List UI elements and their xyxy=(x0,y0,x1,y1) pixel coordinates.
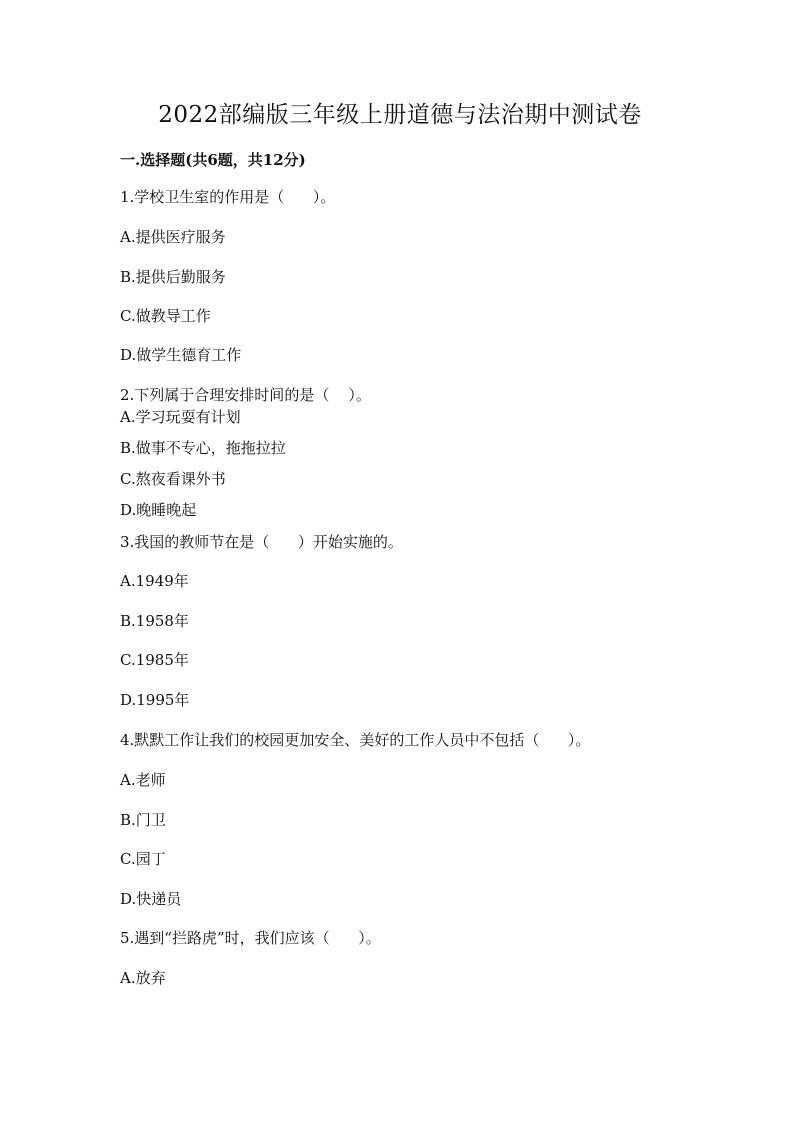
question-2-option-b: B.做事不专心，拖拖拉拉 xyxy=(120,439,286,457)
question-4-option-a: A.老师 xyxy=(120,771,166,789)
question-4-option-c: C.园丁 xyxy=(120,850,166,868)
question-3-stem: 3.我国的教师节在是（ ）开始实施的。 xyxy=(120,533,403,551)
question-3-option-d: D.1995年 xyxy=(120,691,190,709)
question-2-option-c: C.熬夜看课外书 xyxy=(120,470,226,488)
question-4-option-d: D.快递员 xyxy=(120,890,182,908)
question-3-option-b: B.1958年 xyxy=(120,612,189,630)
question-3-option-a: A.1949年 xyxy=(120,572,189,590)
question-5-option-a: A.放弃 xyxy=(120,969,166,987)
question-2-option-d: D.晚睡晚起 xyxy=(120,501,197,519)
section-heading: 一.选择题(共6题，共12分) xyxy=(120,151,306,169)
exam-title: 2022部编版三年级上册道德与法治期中测试卷 xyxy=(158,102,642,128)
question-4-stem: 4.默默工作让我们的校园更加安全、美好的工作人员中不包括（ ）。 xyxy=(120,731,591,749)
question-3-option-c: C.1985年 xyxy=(120,651,189,669)
question-2-stem: 2.下列属于合理安排时间的是（ ）。 xyxy=(120,386,371,404)
question-1-option-a: A.提供医疗服务 xyxy=(120,228,226,246)
question-2-option-a: A.学习玩耍有计划 xyxy=(120,408,241,426)
question-4-option-b: B.门卫 xyxy=(120,811,166,829)
question-5-stem: 5.遇到“拦路虎”时，我们应该（ ）。 xyxy=(120,929,381,947)
question-1-option-d: D.做学生德育工作 xyxy=(120,346,242,364)
question-1-option-b: B.提供后勤服务 xyxy=(120,268,226,286)
question-1-stem: 1.学校卫生室的作用是（ ）。 xyxy=(120,188,336,206)
question-1-option-c: C.做教导工作 xyxy=(120,307,211,325)
